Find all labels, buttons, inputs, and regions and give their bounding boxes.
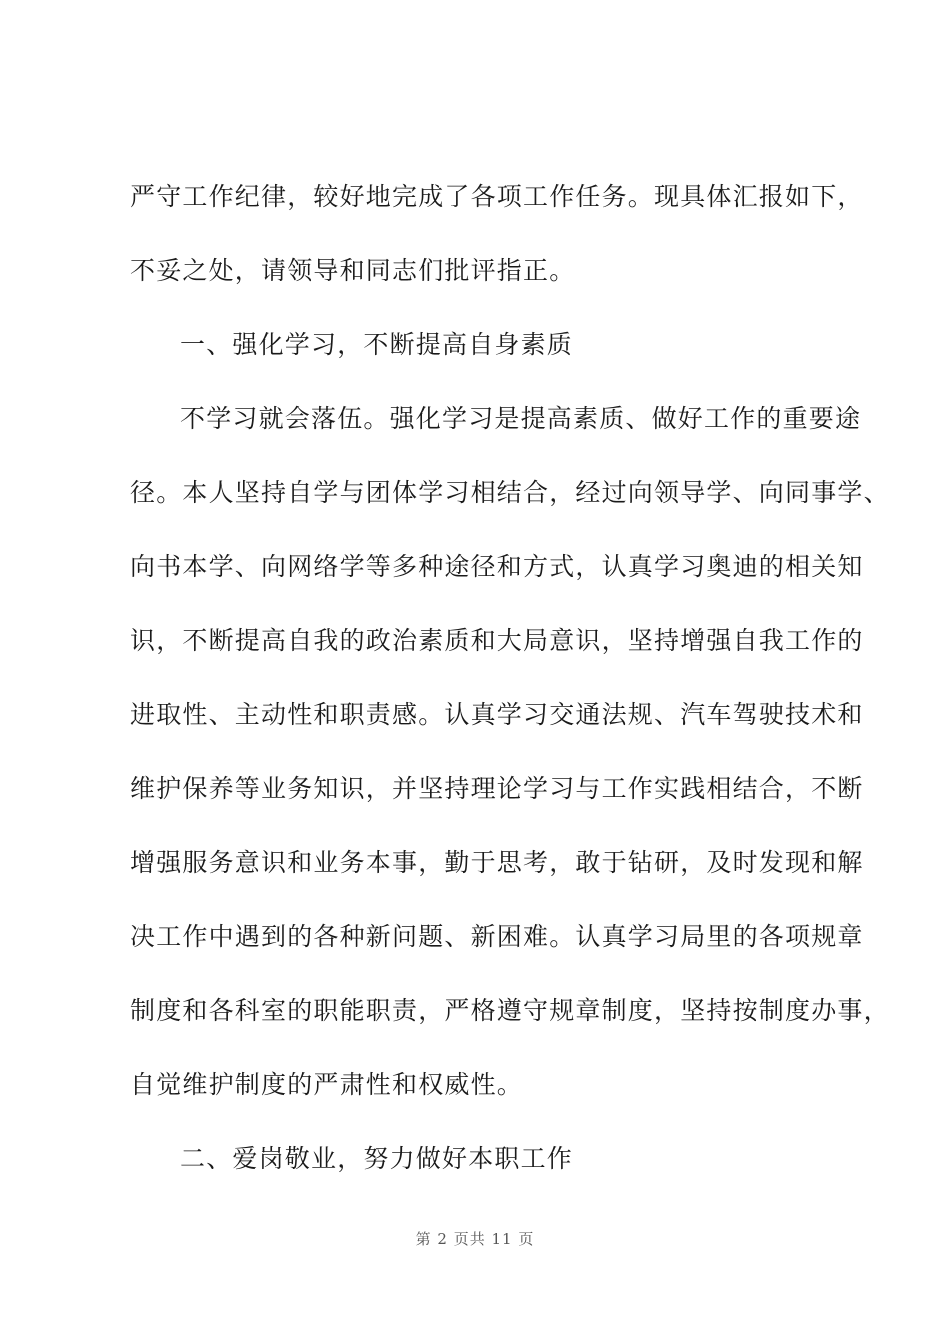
body-text-line: 增强服务意识和业务本事，勤于思考，敢于钻研，及时发现和解 bbox=[130, 848, 864, 877]
body-text-line: 进取性、主动性和职责感。认真学习交通法规、汽车驾驶技术和 bbox=[130, 700, 864, 729]
body-text-line: 径。本人坚持自学与团体学习相结合，经过向领导学、向同事学、 bbox=[130, 478, 890, 507]
body-text-line: 自觉维护制度的严肃性和权威性。 bbox=[130, 1070, 524, 1099]
body-text-line: 严守工作纪律，较好地完成了各项工作任务。现具体汇报如下， bbox=[130, 182, 864, 211]
body-text-line: 向书本学、向网络学等多种途径和方式，认真学习奥迪的相关知 bbox=[130, 552, 864, 581]
body-text-line: 制度和各科室的职能职责，严格遵守规章制度，坚持按制度办事， bbox=[130, 996, 890, 1025]
body-text-line: 不学习就会落伍。强化学习是提高素质、做好工作的重要途 bbox=[180, 404, 862, 433]
body-text-line: 识，不断提高自我的政治素质和大局意识，坚持增强自我工作的 bbox=[130, 626, 864, 655]
page-number-footer: 第 2 页共 11 页 bbox=[415, 1230, 535, 1248]
body-text-line: 不妥之处，请领导和同志们批评指正。 bbox=[130, 256, 576, 285]
body-text-line: 决工作中遇到的各种新问题、新困难。认真学习局里的各项规章 bbox=[130, 922, 864, 951]
section-heading-2: 二、爱岗敬业，努力做好本职工作 bbox=[180, 1144, 574, 1173]
body-text-line: 维护保养等业务知识，并坚持理论学习与工作实践相结合，不断 bbox=[130, 774, 864, 803]
section-heading-1: 一、强化学习，不断提高自身素质 bbox=[180, 330, 574, 359]
